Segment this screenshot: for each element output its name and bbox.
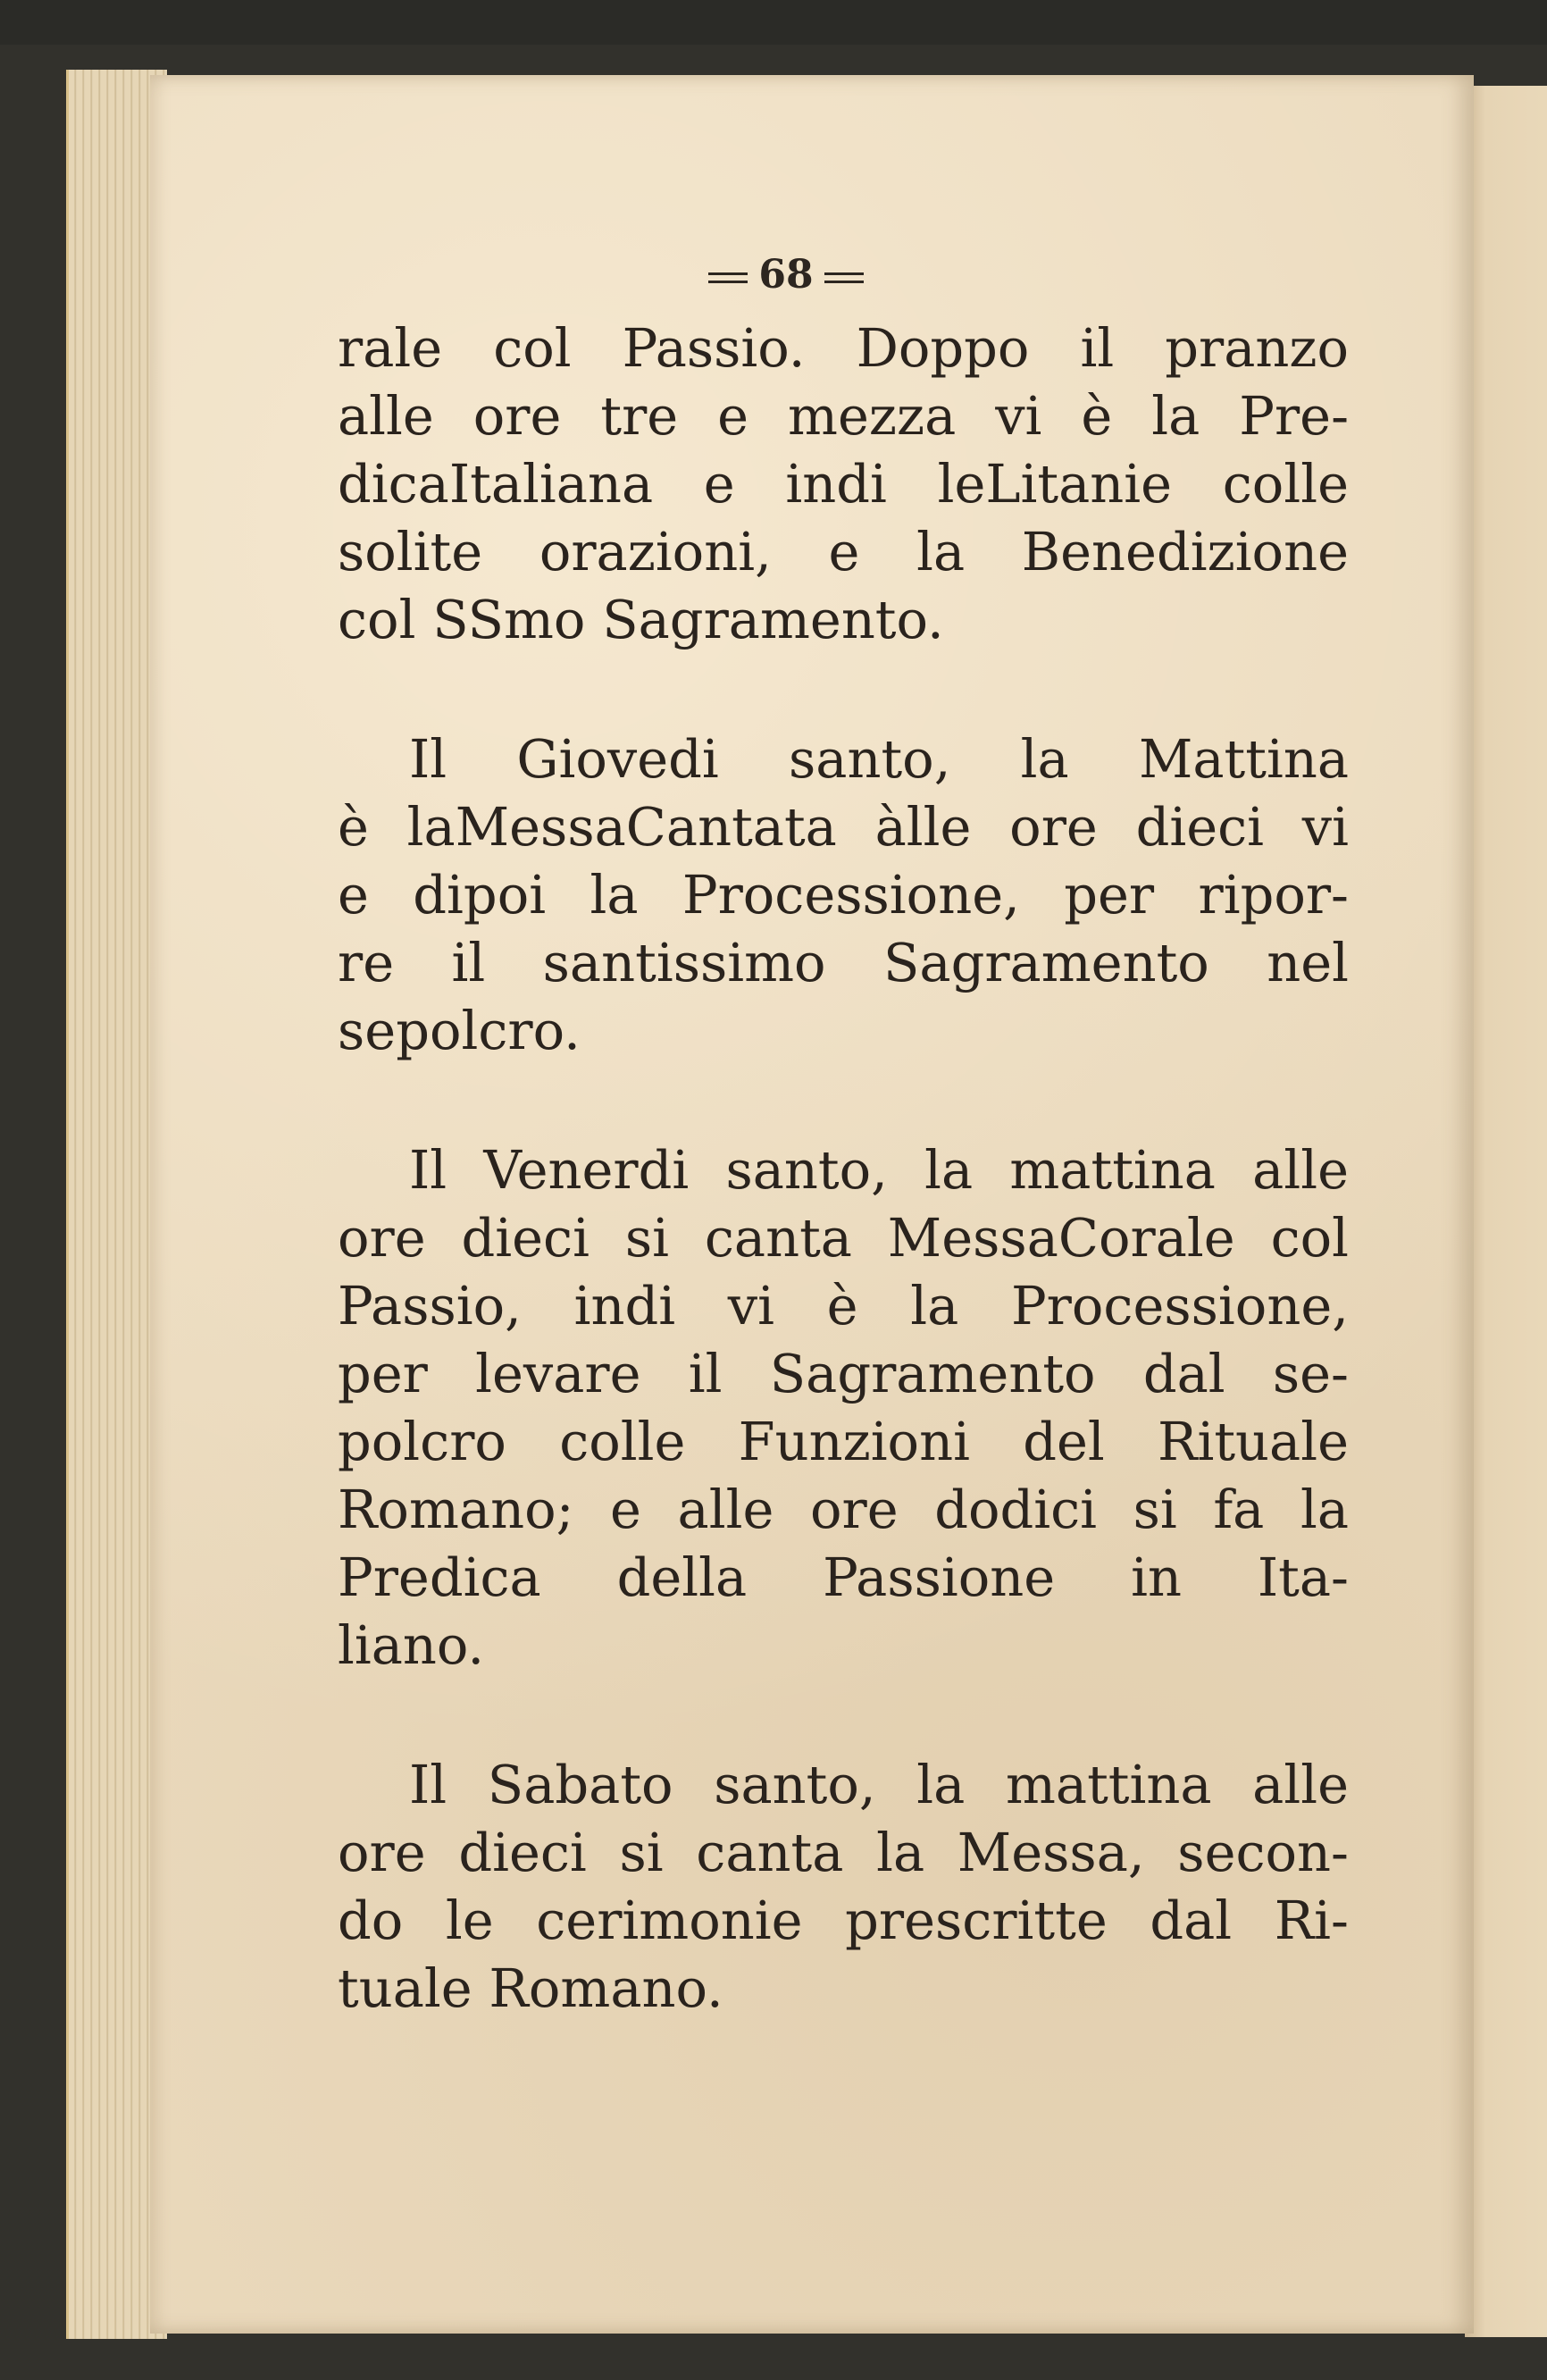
text-line: Passio, indi vi è la Processione, (338, 1275, 1349, 1337)
paragraph-holy-thursday (338, 725, 1349, 1065)
text-line: Predica della Passione in Ita- (338, 1546, 1349, 1608)
page-body (338, 314, 1349, 2094)
text-line: Il Giovedi santo, la Mattina (409, 728, 1349, 790)
text-line: è laMessaCantata àlle ore dieci vi (338, 796, 1349, 858)
text-line: Il Venerdi santo, la mattina alle (409, 1139, 1349, 1201)
left-ornament-icon (708, 272, 748, 283)
adjacent-page (1465, 86, 1547, 2337)
text-line: do le cerimonie prescritte dal Ri- (338, 1890, 1349, 1951)
text-line: Romano; e alle ore dodici si fa la (338, 1479, 1349, 1540)
text-line: polcro colle Funzioni del Rituale (338, 1411, 1349, 1472)
text-line: col SSmo Sagramento. (338, 589, 944, 650)
paragraph-palm-sunday-continued (338, 314, 1349, 654)
text-line: tuale Romano. (338, 1957, 723, 2019)
paragraph-good-friday (338, 1136, 1349, 1680)
paragraph-holy-saturday (338, 1751, 1349, 2023)
text-line: re il santissimo Sagramento nel (338, 932, 1349, 993)
text-line: Il Sabato santo, la mattina alle (409, 1754, 1349, 1815)
page-number-text: 68 (758, 252, 814, 298)
text-line: rale col Passio. Doppo il pranzo (338, 317, 1349, 379)
text-line: solite orazioni, e la Benedizione (338, 521, 1349, 582)
text-line: liano. (338, 1614, 485, 1676)
text-line: dicaItaliana e indi leLitanie colle (338, 453, 1349, 515)
text-line: alle ore tre e mezza vi è la Pre- (338, 385, 1349, 447)
text-line: ore dieci si canta MessaCorale col (338, 1207, 1349, 1269)
page-number (0, 252, 1547, 298)
text-line: sepolcro. (338, 1000, 581, 1061)
right-ornament-icon (824, 272, 864, 283)
text-line: e dipoi la Processione, per ripor- (338, 864, 1349, 926)
text-line: ore dieci si canta la Messa, secon- (338, 1822, 1349, 1883)
text-line: per levare il Sagramento dal se- (338, 1343, 1349, 1404)
